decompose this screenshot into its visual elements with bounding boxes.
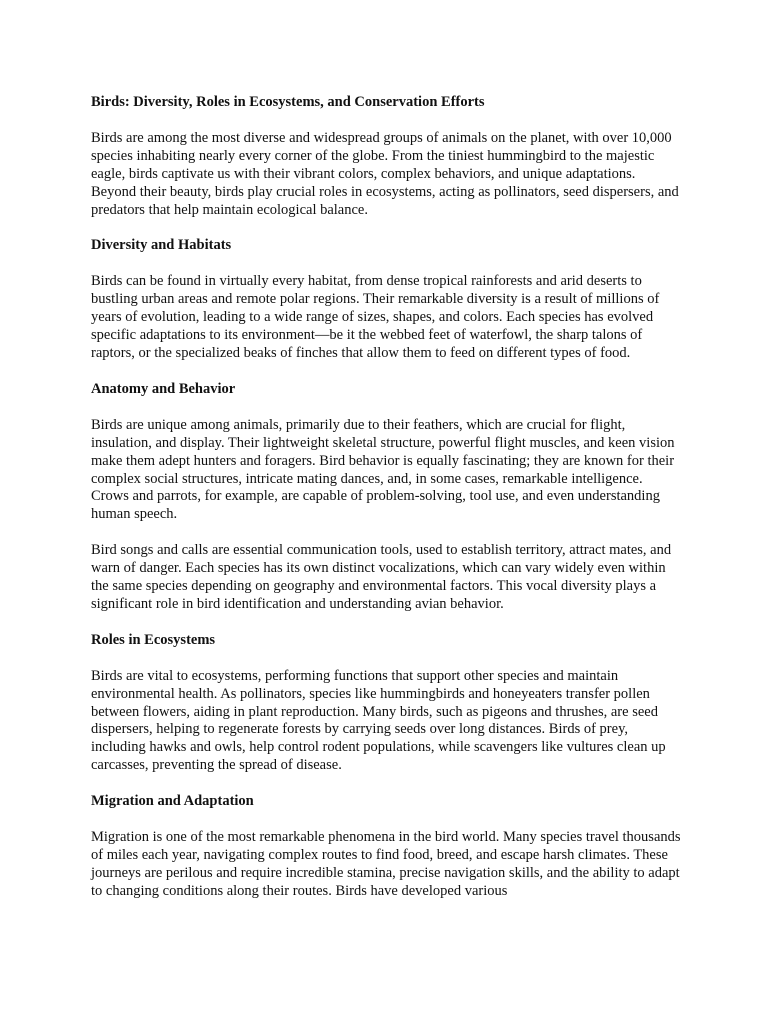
diversity-paragraph: Birds can be found in virtually every habitat, from dense tropical rainforests and arid deserts to bustling urban areas and remote polar regions. Their remarkable diversity is a result of millions of years of evolution, leading to a wide range of sizes, shapes, and colors. Each species has evolved specific adaptations to its environment—be it the webbed feet of waterfowl, the sharp talons of raptors, or the specialized beaks of finches that allow them to feed on different types of food. [91, 273, 660, 361]
section-heading-diversity: Diversity and Habitats [91, 237, 232, 254]
section-heading-migration: Migration and Adaptation [91, 793, 254, 810]
bird-songs-paragraph: Bird songs and calls are essential communication tools, used to establish territory, attract mates, and warn of danger. Each species has its own distinct vocalizations, which can vary widely even within the same species depending on geography and environmental factors. This vocal diversity plays a significant role in bird identification and understanding avian behavior. [91, 542, 672, 612]
ecosystems-paragraph: Birds are vital to ecosystems, performing functions that support other species and maintain environmental health. As pollinators, species like hummingbirds and honeyeaters transfer pollen between flowers, aiding in plant reproduction. Many birds, such as pigeons and thrushes, are seed dispersers, helping to regenerate forests by carrying seeds over long distances. Birds of prey, including hawks and owls, help control rodent populations, while scavengers like vultures clean up carcasses, preventing the spread of disease. [91, 667, 666, 774]
anatomy-paragraph: Birds are unique among animals, primarily due to their feathers, which are crucial for flight, insulation, and display. Their lightweight skeletal structure, powerful flight muscles, and keen vision make them adept hunters and foragers. Bird behavior is equally fascinating; they are known for their complex social structures, intricate mating dances, and, in some cases, remarkable intelligence. Crows and parrots, for example, are capable of problem-solving, tool use, and even understanding human speech. [91, 416, 675, 523]
section-heading-ecosystems: Roles in Ecosystems [91, 631, 216, 648]
section-heading-anatomy: Anatomy and Behavior [91, 380, 236, 397]
intro-paragraph: Birds are among the most diverse and widespread groups of animals on the planet, with over 10,000 species inhabiting nearly every corner of the globe. From the tiniest hummingbird to the majestic eagle, birds captivate us with their vibrant colors, complex behaviors, and unique adaptations. Beyond their beauty, birds play crucial roles in ecosystems, acting as pollinators, seed dispersers, and predators that help maintain ecological balance. [91, 129, 679, 218]
document-body [91, 94, 681, 919]
migration-paragraph: Migration is one of the most remarkable phenomena in the bird world. Many species travel thousands of miles each year, navigating complex routes to find food, breed, and escape harsh climates. These journeys are perilous and require incredible stamina, precise navigation skills, and the ability to adapt to changing conditions along their routes. Birds have developed various [91, 829, 681, 899]
document-title: Birds: Diversity, Roles in Ecosystems, and Conservation Efforts [91, 94, 485, 110]
